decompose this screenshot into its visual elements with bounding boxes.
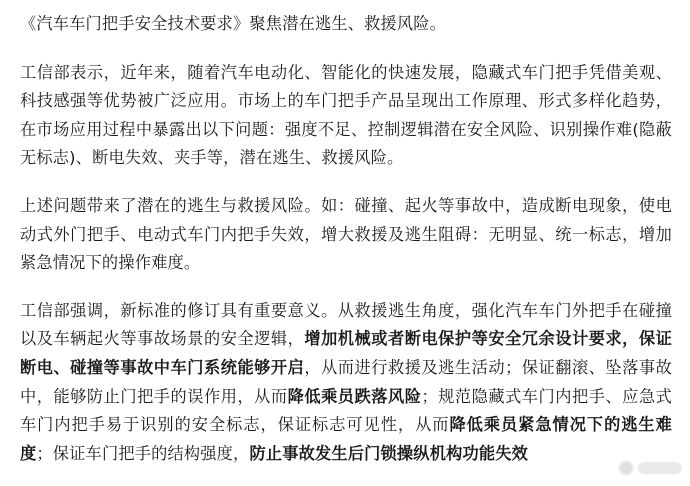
watermark	[618, 460, 682, 476]
paragraph-1	[20, 10, 672, 39]
watermark-logo-icon	[618, 460, 634, 476]
paragraph-3	[20, 192, 672, 278]
paragraph-4-text-3: ；规范隐藏式车门内把手、应急式车门内把手易于识别的安全标志，保证标志可见性，从而	[20, 386, 672, 435]
paragraph-3-text: 上述问题带来了潜在的逃生与救援风险。如：碰撞、起火等事故中，造成断电现象，使电动式外门把手、电动式车门内把手失效，增大救援及逃生阻碍：无明显、统一标志，增加紧急情况下的操作难度。	[20, 195, 672, 273]
paragraph-4-bold-4: 防止事故发生后门锁操纵机构功能失效	[249, 443, 529, 463]
paragraph-2-text: 工信部表示，近年来，随着汽车电动化、智能化的快速发展，隐藏式车门把手凭借美观、科技感强等优势被广泛应用。市场上的车门把手产品呈现出工作原理、形式多样化趋势，在市场应用过程中暴露出以下问题：强度不足、控制逻辑潜在安全风险、识别操作难(隐蔽无标志)、断电失效、夹手等，潜在逃生、救援风险。	[20, 62, 672, 168]
paragraph-4-text-4: ；保证车门把手的结构强度，	[36, 443, 250, 463]
paragraph-4-text-2: ，从而进行救援及逃生活动；保证翻滚、坠落事故中，能够防止门把手的误作用，从而	[20, 357, 672, 406]
paragraph-1-text: 《汽车车门把手安全技术要求》聚焦潜在逃生、救援风险。	[20, 14, 447, 33]
paragraph-4-bold-2: 降低乘员跌落风险	[287, 386, 422, 406]
paragraph-4-text-1: 工信部强调，新标准的修订具有重要意义。从救援逃生角度，强化汽车车门外把手在碰撞以及车辆起火等事故场景的安全逻辑，	[20, 300, 672, 349]
paragraph-4-bold-1: 增加机械或者断电保护等安全冗余设计要求，保证断电、碰撞等事故中车门系统能够开启	[20, 329, 672, 377]
watermark-text-blur	[638, 462, 682, 474]
paragraph-2	[20, 59, 672, 173]
paragraph-4-bold-3: 降低乘员紧急情况下的逃生难度	[20, 415, 672, 463]
paragraph-4	[20, 297, 672, 469]
